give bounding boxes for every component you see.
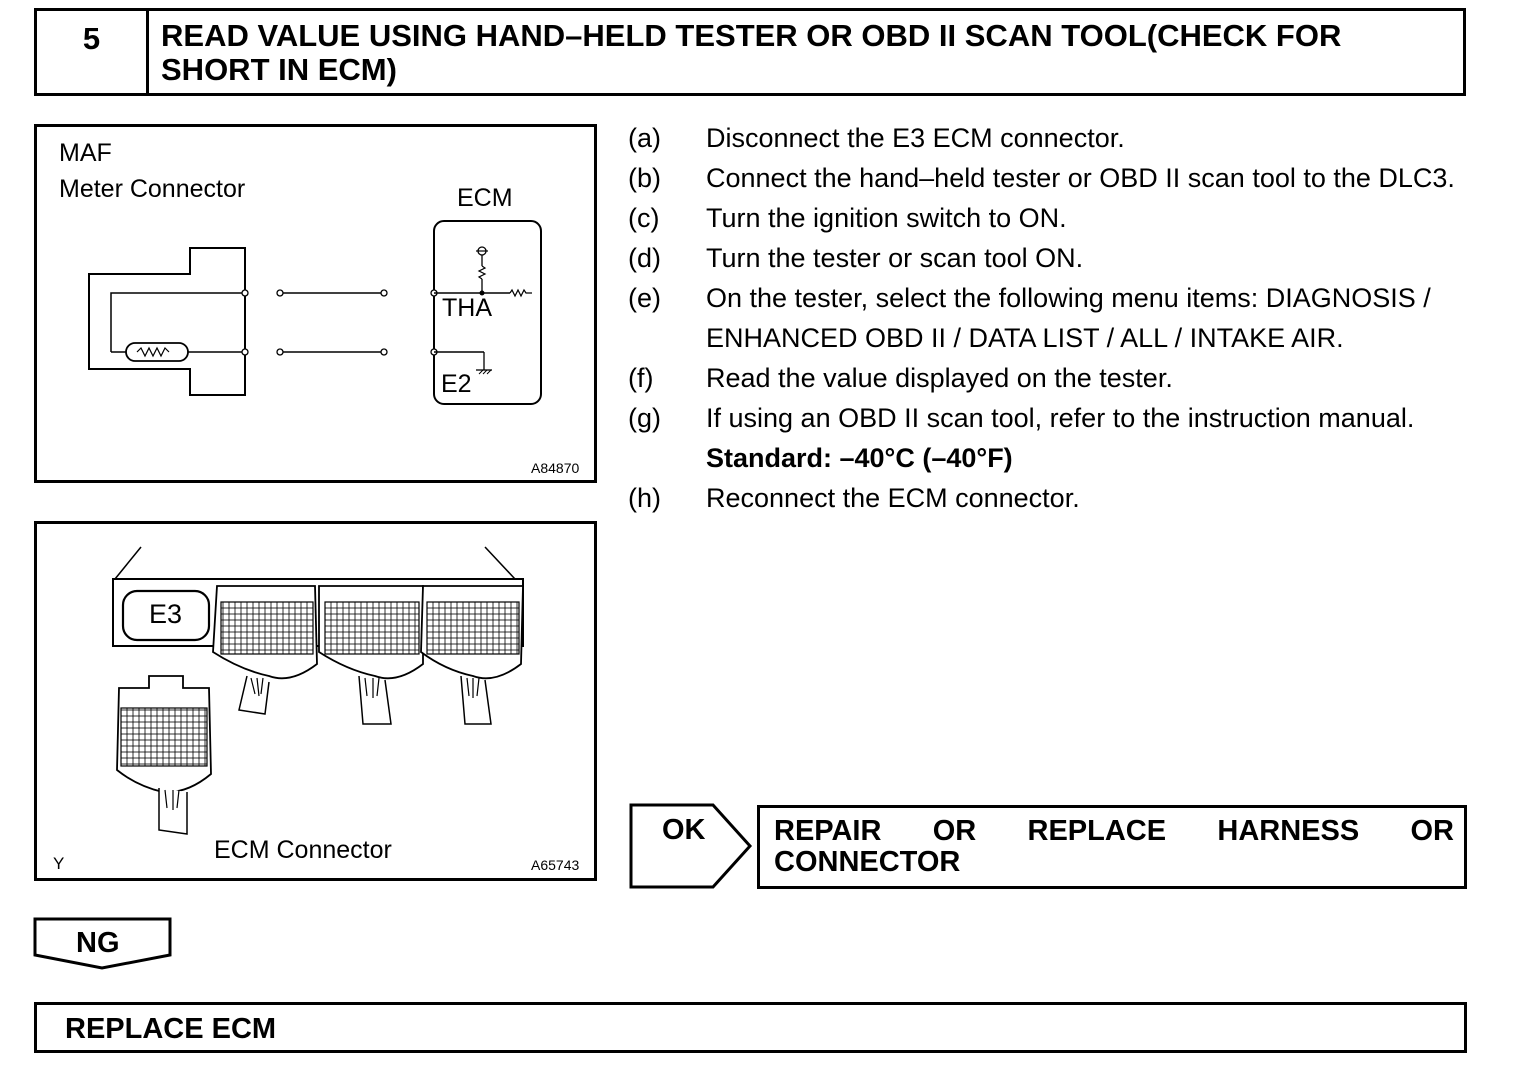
step-text: Reconnect the ECM connector. <box>706 483 1080 513</box>
step-letter: (f) <box>628 363 654 393</box>
figure-code: A65743 <box>531 857 580 873</box>
figure-marker: Y <box>53 854 65 873</box>
standard-value: Standard: –40°C (–40°F) <box>706 443 1013 473</box>
connector-1 <box>213 586 317 714</box>
step-text: Read the value displayed on the tester. <box>706 363 1173 393</box>
procedure-step <box>628 118 1468 158</box>
step-letter: (e) <box>628 283 661 313</box>
e3-label: E3 <box>149 599 183 629</box>
ecm-connector-figure <box>34 521 597 881</box>
step-text: Turn the ignition switch to ON. <box>706 203 1067 233</box>
ecm-label: ECM <box>457 184 513 212</box>
connector-2 <box>319 586 423 724</box>
step-title: READ VALUE USING HAND–HELD TESTER OR OBD II SCAN TOOL(CHECK FOR SHORT IN ECM) <box>161 18 1342 87</box>
step-header <box>34 8 1466 96</box>
ok-result-box <box>757 805 1467 889</box>
step-text: Turn the tester or scan tool ON. <box>706 243 1084 273</box>
ng-result-text: REPLACE ECM <box>65 1013 277 1045</box>
step-number: 5 <box>37 11 149 93</box>
step-text: Disconnect the E3 ECM connector. <box>706 123 1125 153</box>
figure-code: A84870 <box>531 460 580 476</box>
step-letter: (g) <box>628 403 661 433</box>
ok-label: OK <box>662 814 706 846</box>
step-letter: (h) <box>628 483 661 513</box>
connector-3 <box>421 586 523 724</box>
ng-label: NG <box>76 927 120 959</box>
procedure-step <box>628 358 1468 398</box>
procedure-step <box>628 478 1468 518</box>
detached-e3-connector <box>117 676 211 834</box>
step-text: If using an OBD II scan tool, refer to the instruction manual. <box>706 403 1415 433</box>
ng-result-box <box>34 1002 1467 1053</box>
tha-label: THA <box>442 294 492 322</box>
e2-label: E2 <box>441 370 472 398</box>
step-letter: (c) <box>628 203 660 233</box>
wiring-diagram <box>37 127 594 480</box>
ecm-connector-illustration <box>37 524 594 878</box>
procedure-step <box>628 278 1468 358</box>
procedure-step <box>628 398 1468 438</box>
step-letter: (a) <box>628 123 661 153</box>
step-letter: (d) <box>628 243 661 273</box>
procedure-step <box>628 238 1468 278</box>
hot-wire-resistor-icon <box>126 343 188 361</box>
step-text: Connect the hand–held tester or OBD II scan tool to the DLC3. <box>706 163 1455 193</box>
maf-label: MAF <box>59 139 112 167</box>
ok-result-text: REPAIR OR REPLACE HARNESS OR CONNECTOR <box>774 815 1454 878</box>
procedure-steps <box>628 118 1468 518</box>
ecm-connector-label: ECM Connector <box>214 836 392 864</box>
wiring-diagram-figure <box>34 124 597 483</box>
step-letter: (b) <box>628 163 661 193</box>
procedure-step <box>628 158 1468 198</box>
procedure-step <box>628 198 1468 238</box>
meter-connector-label: Meter Connector <box>59 175 246 203</box>
step-text: On the tester, select the following menu items: DIAGNOSIS / ENHANCED OBD II / DATA LIST / ALL / INTAKE AIR. <box>706 283 1431 353</box>
